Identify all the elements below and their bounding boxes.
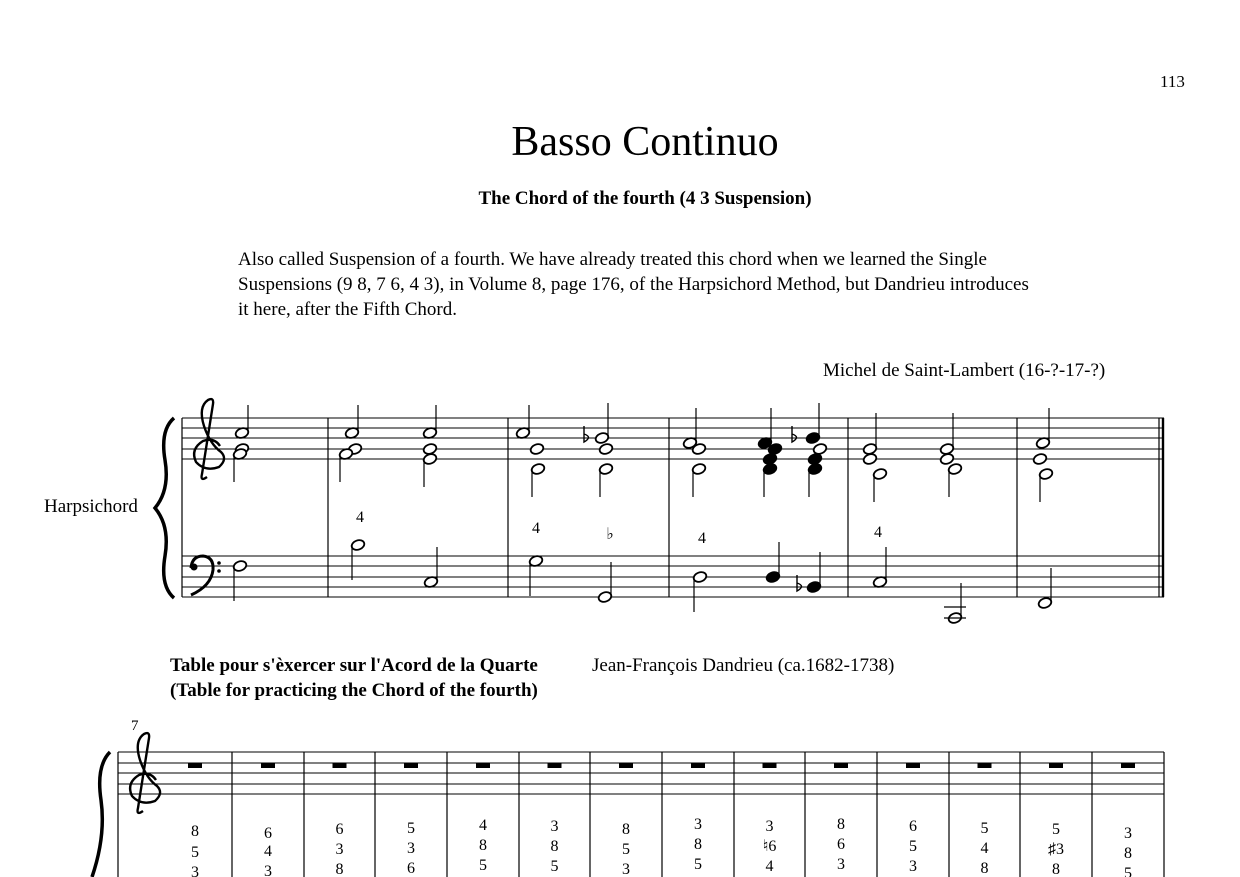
figure-number: 4 (765, 858, 774, 875)
figure-number: 4 (479, 817, 487, 834)
table-measures (188, 752, 1164, 877)
figure-number: 3 (765, 818, 774, 835)
whole-rest-icon (763, 763, 777, 768)
figure-number: 5 (694, 856, 702, 873)
figure-number: 6 (837, 836, 845, 853)
whole-rest-icon (978, 763, 992, 768)
figure-number: 8 (1052, 861, 1060, 877)
whole-rest-icon (333, 763, 347, 768)
figure-flat: ♭ (606, 526, 614, 543)
figure-number: 3 (407, 840, 415, 857)
whole-rest-icon (188, 763, 202, 768)
figure-number: 5 (980, 820, 989, 837)
system-brace-icon (92, 752, 110, 877)
figure-number: 3 (694, 816, 702, 833)
whole-rest-icon (1049, 763, 1063, 768)
figure-number: 3 (191, 864, 199, 877)
instrument-name: Harpsichord (44, 496, 138, 517)
figure-4: 4 (356, 509, 364, 526)
figure-number: 8 (191, 823, 199, 840)
figure-number: 4 (980, 840, 989, 857)
example-composer: Michel de Saint-Lambert (16-?-17-?) (823, 360, 1106, 381)
figure-4: 4 (874, 524, 882, 541)
whole-rest-icon (404, 763, 418, 768)
whole-rest-icon (906, 763, 920, 768)
whole-rest-icon (691, 763, 705, 768)
figure-number: 3 (264, 863, 272, 877)
intro-line-1: Also called Suspension of a fourth. We have already treated this chord when we learned the Single (238, 249, 987, 270)
figure-number: 8 (1124, 845, 1132, 862)
figure-number: 5 (622, 841, 630, 858)
whole-rest-icon (261, 763, 275, 768)
figure-number: 3 (1124, 825, 1132, 842)
figure-number: ♯3 (1048, 841, 1064, 858)
figure-number: 6 (335, 821, 344, 838)
figure-number: 5 (479, 857, 487, 874)
figure-number: 8 (694, 836, 702, 853)
whole-rest-icon (619, 763, 633, 768)
figure-number: 5 (407, 820, 415, 837)
figure-number: 4 (264, 843, 272, 860)
figure-number: 3 (622, 861, 630, 877)
figure-number: 8 (622, 821, 630, 838)
figure-number: 5 (191, 844, 199, 861)
figure-number: 3 (909, 858, 917, 875)
figure-4: 4 (532, 520, 540, 537)
figure-number: 5 (550, 858, 559, 875)
whole-rest-icon (834, 763, 848, 768)
intro-line-3: it here, after the Fifth Chord. (238, 299, 457, 320)
figure-number: ♮6 (762, 838, 777, 855)
figure-number: 5 (1124, 865, 1132, 877)
figure-number: 8 (479, 837, 487, 854)
intro-line-2: Suspensions (9 8, 7 6, 4 3), in Volume 8, page 176, of the Harpsichord Method, but Dandrieu introduces (238, 274, 1029, 295)
whole-rest-icon (476, 763, 490, 768)
page-title: Basso Continuo (511, 119, 779, 165)
figure-number: 8 (837, 816, 845, 833)
figure-number: 8 (980, 860, 989, 877)
table-staff (118, 752, 1164, 794)
figure-number: 6 (264, 825, 272, 842)
table-composer: Jean-François Dandrieu (ca.1682-1738) (592, 655, 895, 676)
figure-number: 3 (550, 818, 559, 835)
page-number: 113 (1160, 72, 1185, 91)
table-title: Table pour s'èxercer sur l'Acord de la Quarte (170, 655, 538, 676)
figure-number: 5 (1052, 821, 1060, 838)
figure-4: 4 (698, 530, 706, 547)
figure-number: 3 (335, 841, 344, 858)
figure-number: 8 (550, 838, 559, 855)
table-subtitle: (Table for practicing the Chord of the fourth) (170, 680, 538, 701)
measure-number: 7 (131, 718, 139, 734)
figure-number: 5 (909, 838, 917, 855)
figure-number: 6 (407, 860, 415, 877)
section-subtitle: The Chord of the fourth (4 3 Suspension) (478, 188, 812, 209)
figure-number: 8 (335, 861, 344, 877)
whole-rest-icon (1121, 763, 1135, 768)
figure-number: 3 (837, 856, 845, 873)
figure-number: 6 (909, 818, 917, 835)
whole-rest-icon (548, 763, 562, 768)
